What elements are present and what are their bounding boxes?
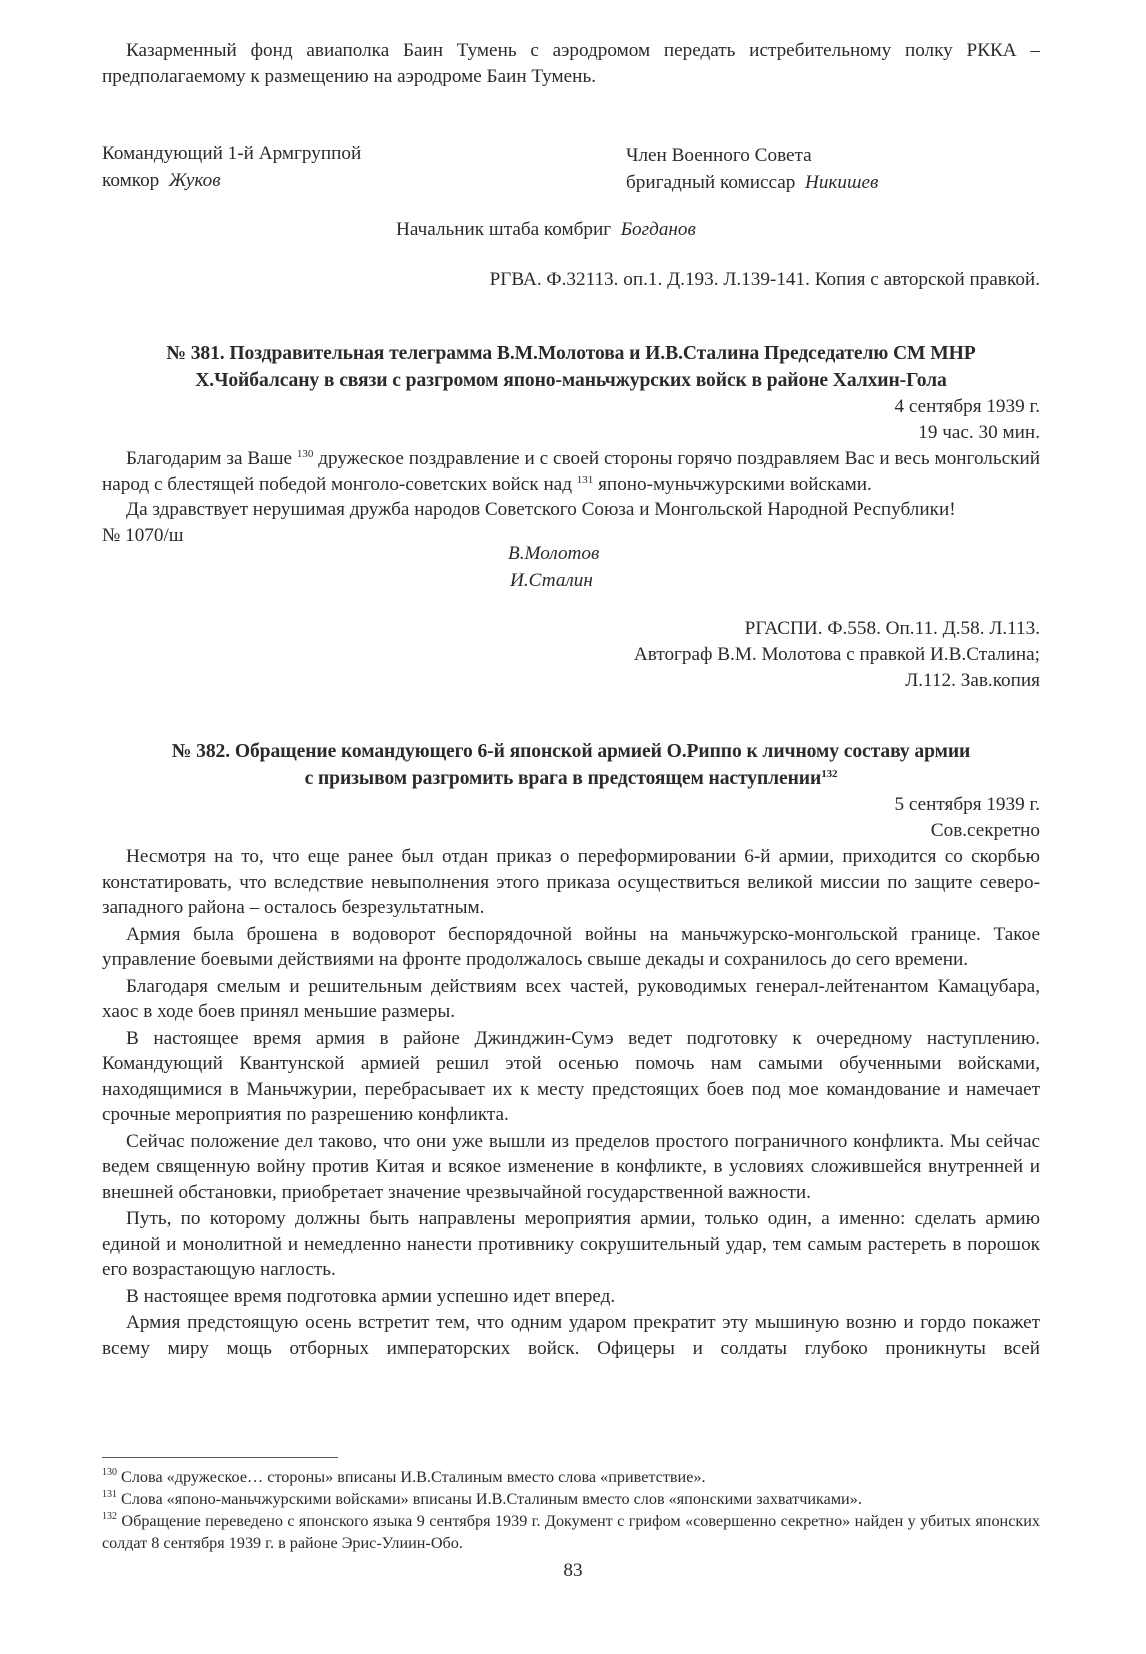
doc381-paragraph-2: Да здравствует нерушимая дружба народов Советского Союза и Монгольской Народной Республики! bbox=[126, 499, 956, 520]
doc382-paragraph: Армия была брошена в водоворот беспорядочной войны на маньчжурско-монгольской границе. Такое управление боевыми действиями на фронте продолжалось свыше декады и сохранилось до сего времени. bbox=[102, 923, 1040, 970]
doc382-title-line1: № 382. Обращение командующего 6-й японской армией О.Риппо к личному составу армии bbox=[171, 741, 971, 762]
signature-left-line bbox=[102, 167, 361, 194]
doc382-paragraph: Несмотря на то, что еще ранее был отдан приказ о переформировании 6-й армии, приходится со скорбью констатировать, что вследствие невыполнения этого приказа осуществиться великой миссии по защите северо-западного района – осталось безрезультатным. bbox=[102, 846, 1040, 918]
page-number: 83 bbox=[563, 1560, 583, 1581]
footnote-130 bbox=[102, 1466, 1040, 1488]
doc382-paragraph: В настоящее время армия в районе Джинджин-Сумэ ведет подготовку к очередному наступлению. Командующий Квантунской армией решил этой осенью помочь нам самыми обученными войсками, находящимися в Маньчжурии, перебрасывает их к месту предстоящих боев под мое командование и намечает срочные мероприятия по разрешению конфликта. bbox=[102, 1027, 1040, 1125]
signature-right-rank: бригадный комиссар bbox=[626, 172, 796, 193]
doc381-time: 19 час. 30 мин. bbox=[918, 422, 1040, 443]
doc381-p1-text-b: дружеское поздравление и с своей стороны горячо поздравляем Вас и весь монгольский народ с блестящей победой монголо-советских войск над bbox=[102, 448, 1040, 495]
doc382-paragraph: В настоящее время подготовка армии успешно идет вперед. bbox=[126, 1285, 616, 1307]
doc381-title-line1: № 381. Поздравительная телеграмма В.М.Молотова и И.В.Сталина Председателю СМ МНР bbox=[166, 343, 976, 364]
doc382-paragraph: Сейчас положение дел таково, что они уже вышли из пределов простого пограничного конфликта. Мы сейчас ведем священную войну против Китая и всякое изменение в конфликте, в условиях сложившейся внутренней и внешней обстановки, приобретает значение чрезвычайной государственной важности. bbox=[102, 1130, 1040, 1203]
doc382-paragraph: Благодаря смелым и решительным действиям всех частей, руководимых генерал-лейтенантом Камацубара, хаос в ходе боев принял меньшие размеры. bbox=[102, 975, 1040, 1022]
footnote-131 bbox=[102, 1488, 1040, 1510]
intro-section bbox=[102, 38, 1040, 89]
signature-right bbox=[626, 142, 878, 196]
doc381-title-line2: Х.Чойбалсану в связи с разгромом японо-маньчжурских войск в районе Халхин-Гола bbox=[195, 370, 947, 391]
source-top: РГВА. Ф.32113. оп.1. Д.193. Л.139-141. Копия с авторской правкой. bbox=[489, 269, 1040, 290]
footnote-divider bbox=[102, 1457, 338, 1458]
signature-right-line bbox=[626, 169, 878, 196]
doc382-title-line2-wrap bbox=[102, 765, 1040, 792]
signature-right-title: Член Военного Совета bbox=[626, 145, 812, 166]
signature-center bbox=[396, 216, 696, 243]
intro-paragraph bbox=[102, 38, 1040, 89]
intro-paragraph-text: Казарменный фонд авиаполка Баин Тумень с аэродромом передать истребительному полку РККА – предполагаемому к размещению на аэродроме Баин Тумень. bbox=[102, 40, 1040, 87]
footnote-number: 132 bbox=[102, 1511, 117, 1522]
doc381-title bbox=[102, 340, 1040, 394]
footnote-ref-130[interactable]: 130 bbox=[296, 448, 314, 460]
footnote-ref-131[interactable]: 131 bbox=[576, 473, 594, 486]
doc381-source-line3: Л.112. Зав.копия bbox=[905, 670, 1040, 691]
signature-left bbox=[102, 140, 361, 194]
doc381-date: 4 сентября 1939 г. bbox=[894, 396, 1040, 417]
doc382-title bbox=[102, 738, 1040, 792]
doc381-source-line1: РГАСПИ. Ф.558. Оп.11. Д.58. Л.113. bbox=[744, 618, 1040, 639]
signature-center-name: Богданов bbox=[620, 219, 696, 240]
footnote-text: Слова «японо-маньчжурскими войсками» вписаны И.В.Сталиным вместо слов «японскими захватчиками». bbox=[121, 1490, 862, 1508]
doc381-p1-text-a: Благодарим за Ваше bbox=[126, 448, 297, 469]
signature-left-name: Жуков bbox=[168, 170, 221, 191]
doc381-section bbox=[102, 340, 1040, 548]
doc382-section bbox=[102, 738, 1040, 1362]
signature-center-title: Начальник штаба комбриг bbox=[396, 219, 612, 240]
doc382-paragraph: Путь, по которому должны быть направлены мероприятия армии, только один, а именно: сделать армию единой и монолитной и немедленно нанести противнику сокрушительный удар, тем самым растереть в порошок его возрастающую наглость. bbox=[102, 1208, 1040, 1280]
doc381-number: № 1070/ш bbox=[102, 524, 184, 546]
doc381-source-line2: Автограф В.М. Молотова с правкой И.В.Сталина; bbox=[633, 644, 1040, 665]
footnote-132 bbox=[102, 1510, 1040, 1554]
doc382-classification: Сов.секретно bbox=[930, 820, 1040, 841]
footnote-text: Слова «дружеское… стороны» вписаны И.В.Сталиным вместо слова «приветствие». bbox=[121, 1468, 706, 1486]
doc381-signatures bbox=[508, 540, 599, 594]
footnotes bbox=[102, 1466, 1040, 1554]
signature-left-rank: комкор bbox=[102, 170, 160, 191]
footnote-number: 130 bbox=[102, 1467, 117, 1478]
doc382-paragraph: Армия предстоящую осень встретит тем, что одним ударом прекратит эту мышиную возню и гордо покажет всему миру мощь отборных императорских войск. Офицеры и солдаты глубоко проникнуты всей bbox=[102, 1312, 1040, 1359]
doc382-title-line2: с призывом разгромить врага в предстоящем наступлении bbox=[304, 768, 822, 789]
doc382-date: 5 сентября 1939 г. bbox=[894, 794, 1040, 815]
footnote-text: Обращение переведено с японского языка 9 сентября 1939 г. Документ с грифом «совершенно секретно» найден у убитых японских солдат 8 сентября 1939 г. в районе Эрис-Улиин-Обо. bbox=[102, 1512, 1041, 1552]
doc381-p1-text-c: японо-муньчжурскими войсками. bbox=[593, 473, 872, 495]
signature-left-title: Командующий 1-й Армгруппой bbox=[102, 143, 362, 164]
doc381-sign-stalin: И.Сталин bbox=[510, 570, 593, 591]
footnote-number: 131 bbox=[102, 1489, 117, 1500]
doc381-paragraph-1 bbox=[102, 446, 1040, 497]
doc381-source bbox=[634, 616, 1040, 694]
signature-right-name: Никишев bbox=[804, 172, 879, 193]
doc381-sign-molotov: В.Молотов bbox=[508, 543, 600, 564]
doc382-body bbox=[102, 844, 1040, 1361]
footnote-ref-132[interactable]: 132 bbox=[821, 768, 838, 780]
